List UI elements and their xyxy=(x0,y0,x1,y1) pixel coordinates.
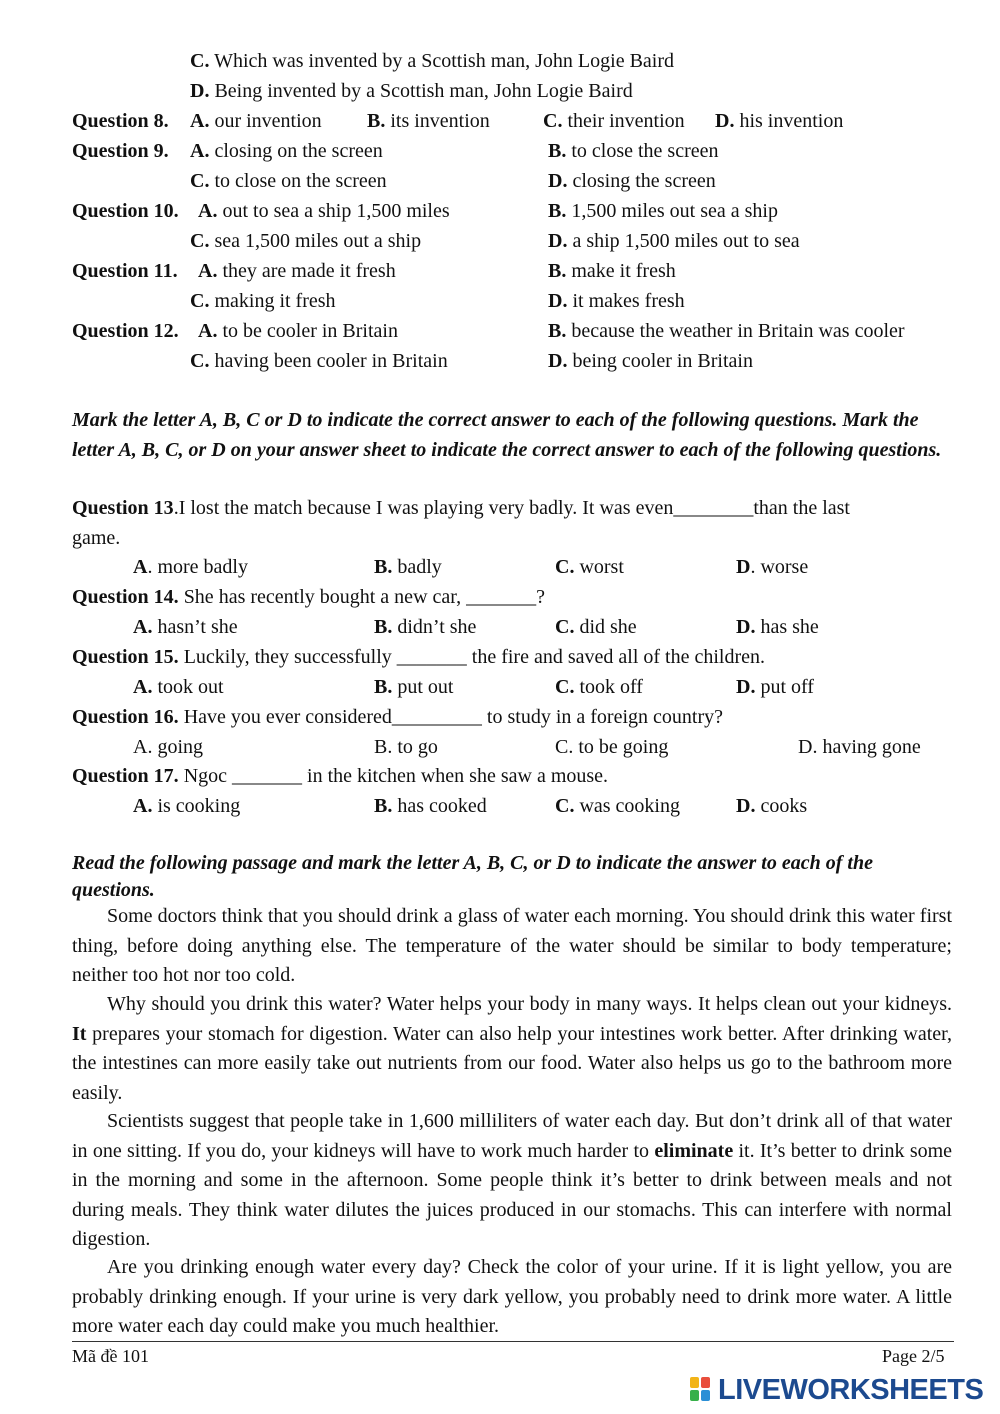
q16-stem-row xyxy=(0,702,1000,732)
q13-option-a[interactable]: A. more badly xyxy=(133,556,248,578)
q15-options-row xyxy=(0,672,1000,702)
instruction-1: Mark the letter A, B, C or D to indicate the correct answer to each of the following questions. Mark the letter A, B, C, or D on your answer sheet to indicate the correct answer to each of the following questions. xyxy=(72,409,942,461)
q12-option-b[interactable]: B. because the weather in Britain was cooler xyxy=(548,320,905,342)
q9-label: Question 9. xyxy=(72,140,169,162)
q11-option-c[interactable]: C. making it fresh xyxy=(190,290,336,312)
q8-option-d[interactable]: D. his invention xyxy=(715,110,844,132)
q17-stem: Question 17. Ngoc _______ in the kitchen when she saw a mouse. xyxy=(72,765,609,787)
q14-option-a[interactable]: A. hasn’t she xyxy=(133,616,238,638)
footer-exam-code: Mã đề 101 xyxy=(72,1346,149,1366)
q15-option-b[interactable]: B. put out xyxy=(374,676,454,698)
passage-paragraph-1: Some doctors think that you should drink a glass of water each morning. You should drink this water first thing, before doing anything else. The temperature of the water should be similar to body temperature; neither too hot nor too cold. xyxy=(72,905,952,986)
q17-option-d[interactable]: D. cooks xyxy=(736,795,808,817)
passage-bold-eliminate: eliminate xyxy=(654,1139,734,1162)
q9-option-a[interactable]: A. closing on the screen xyxy=(190,140,383,162)
q8-option-a[interactable]: A. our invention xyxy=(190,110,322,132)
q9-row-1 xyxy=(0,136,1000,166)
q9-option-c[interactable]: C. to close on the screen xyxy=(190,170,387,192)
q17-option-a[interactable]: A. is cooking xyxy=(133,795,241,817)
q17-option-c[interactable]: C. was cooking xyxy=(555,795,680,817)
q16-option-c[interactable]: C. to be going xyxy=(555,736,669,758)
q13-options-row xyxy=(0,552,1000,582)
liveworksheets-logo[interactable] xyxy=(690,1373,983,1407)
q16-stem: Question 16. Have you ever considered_________ to study in a foreign country? xyxy=(72,706,723,728)
q15-option-c[interactable]: C. took off xyxy=(555,676,643,698)
q15-stem: Question 15. Luckily, they successfully _______ the fire and saved all of the children. xyxy=(72,646,765,668)
q13-option-d[interactable]: D. worse xyxy=(736,556,809,578)
q10-option-c[interactable]: C. sea 1,500 miles out a ship xyxy=(190,230,422,252)
q14-stem: Question 14. She has recently bought a new car, _______? xyxy=(72,586,545,608)
q7-option-d[interactable]: D. Being invented by a Scottish man, John Logie Baird xyxy=(190,80,633,102)
q12-label: Question 12. xyxy=(72,320,179,342)
q16-option-b[interactable]: B. to go xyxy=(374,736,438,758)
passage-paragraph-2: Why should you drink this water? Water helps your body in many ways. It helps clean out your kidneys. It prepares your stomach for digestion. Water can also help your intestines work better. After drinking water, the intestines can more easily take out nutrients from our food. Water also helps us go to the bathroom more easily. xyxy=(72,993,953,1104)
q10-option-d[interactable]: D. a ship 1,500 miles out to sea xyxy=(548,230,800,252)
q9-option-d[interactable]: D. closing the screen xyxy=(548,170,716,192)
q14-option-d[interactable]: D. has she xyxy=(736,616,819,638)
q11-row-2 xyxy=(0,286,1000,316)
q12-option-d[interactable]: D. being cooler in Britain xyxy=(548,350,753,372)
passage-paragraph-3: Scientists suggest that people take in 1,600 milliliters of water each day. But don’t drink all of that water in one sitting. If you do, your kidneys will have to work much harder to eliminate it. It’s better to drink some in the morning and some in the afternoon. Some people think it’s better to drink between meals and not during meals. They think water dilutes the juices produced in our stomachs. This can interfere with normal digestion. xyxy=(72,1110,953,1250)
q10-option-a[interactable]: A. out to sea a ship 1,500 miles xyxy=(198,200,450,222)
q10-row-2 xyxy=(0,226,1000,256)
q8-option-b[interactable]: B. its invention xyxy=(367,110,490,132)
liveworksheets-logo-icon xyxy=(690,1377,712,1403)
q8-label: Question 8. xyxy=(72,110,169,132)
q14-stem-row xyxy=(0,582,1000,612)
q11-row-1 xyxy=(0,256,1000,286)
q10-label: Question 10. xyxy=(72,200,179,222)
q12-row-1 xyxy=(0,316,1000,346)
q9-option-b[interactable]: B. to close the screen xyxy=(548,140,719,162)
q12-row-2 xyxy=(0,346,1000,376)
q9-row-2 xyxy=(0,166,1000,196)
instruction-2: Read the following passage and mark the letter A, B, C, or D to indicate the answer to each of the questions. xyxy=(72,852,873,901)
q17-stem-row xyxy=(0,761,1000,791)
q13-stem-row-2 xyxy=(0,523,1000,553)
footer-divider xyxy=(72,1341,954,1342)
q14-option-c[interactable]: C. did she xyxy=(555,616,637,638)
q15-option-d[interactable]: D. put off xyxy=(736,676,814,698)
q7-option-c[interactable]: C. Which was invented by a Scottish man, John Logie Baird xyxy=(190,50,675,72)
q13-option-c[interactable]: C. worst xyxy=(555,556,624,578)
q16-option-d[interactable]: D. having gone xyxy=(798,736,921,758)
liveworksheets-logo-text: LIVEWORKSHEETS xyxy=(718,1373,984,1406)
q13-stem-row xyxy=(0,493,1000,523)
passage-paragraph-4: Are you drinking enough water every day? Check the color of your urine. If it is light yellow, you are probably drinking enough. If your urine is very dark yellow, you probably need to drink more water. A little more water each day could make you much healthier. xyxy=(72,1256,952,1337)
q12-option-c[interactable]: C. having been cooler in Britain xyxy=(190,350,448,372)
q7-option-c-row xyxy=(0,46,1000,76)
q17-option-b[interactable]: B. has cooked xyxy=(374,795,487,817)
q8-option-c[interactable]: C. their invention xyxy=(543,110,685,132)
q12-option-a[interactable]: A. to be cooler in Britain xyxy=(198,320,398,342)
q8-row xyxy=(0,106,1000,136)
q17-options-row xyxy=(0,791,1000,821)
q14-option-b[interactable]: B. didn’t she xyxy=(374,616,477,638)
q11-label: Question 11. xyxy=(72,260,178,282)
q16-option-a[interactable]: A. going xyxy=(133,736,203,758)
q13-stem-cont: game. xyxy=(72,527,121,549)
q15-stem-row xyxy=(0,642,1000,672)
q11-option-d[interactable]: D. it makes fresh xyxy=(548,290,685,312)
footer-page-number: Page 2/5 xyxy=(882,1346,945,1366)
q13-stem: Question 13.I lost the match because I was playing very badly. It was even________than the last xyxy=(72,497,850,519)
q7-option-d-row xyxy=(0,76,1000,106)
q10-row-1 xyxy=(0,196,1000,226)
q11-option-b[interactable]: B. make it fresh xyxy=(548,260,676,282)
passage-bold-it: It xyxy=(72,1022,87,1045)
q15-option-a[interactable]: A. took out xyxy=(133,676,224,698)
q10-option-b[interactable]: B. 1,500 miles out sea a ship xyxy=(548,200,778,222)
q14-options-row xyxy=(0,612,1000,642)
q16-options-row xyxy=(0,732,1000,762)
q11-option-a[interactable]: A. they are made it fresh xyxy=(198,260,396,282)
q13-option-b[interactable]: B. badly xyxy=(374,556,442,578)
